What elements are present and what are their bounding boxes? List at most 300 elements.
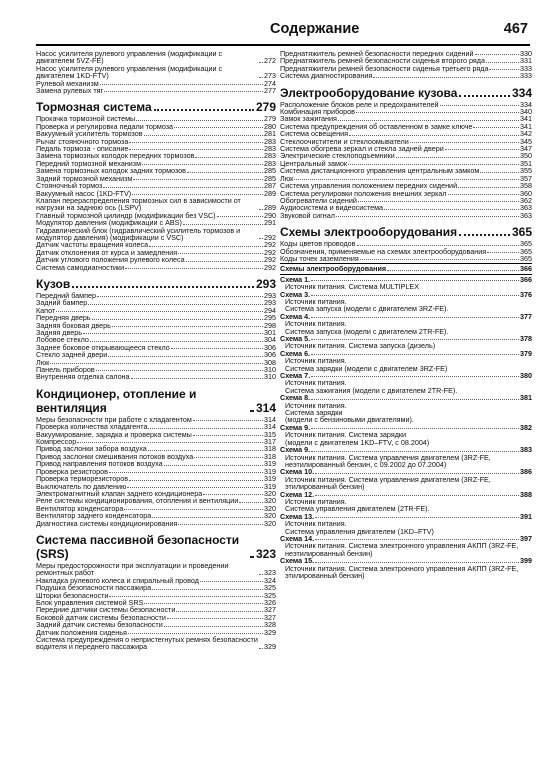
- entry-title: Центральный замок: [280, 158, 348, 168]
- entry-page-number: 314: [255, 400, 276, 415]
- entry-title: Передняя дверь: [36, 313, 91, 323]
- toc-entry[interactable]: [280, 476, 532, 491]
- entry-title: Схема 13.: [280, 511, 315, 521]
- entry-title: Заднее боковое открывающееся стекло: [36, 342, 170, 352]
- toc-entry[interactable]: [280, 305, 532, 312]
- toc-entry[interactable]: [280, 265, 532, 272]
- dot-leader: [167, 618, 263, 619]
- dot-leader: [338, 120, 519, 121]
- entry-page-number: 283: [264, 144, 276, 154]
- entry-page-number: 281: [264, 129, 276, 139]
- toc-section-heading[interactable]: [280, 225, 532, 239]
- toc-entry[interactable]: [280, 328, 532, 335]
- entry-title: Диагностика системы кондиционирования: [36, 518, 178, 528]
- entry-title: Система зарядки (модели с двигателем 3RZ-FE): [285, 363, 448, 373]
- toc-entry[interactable]: [280, 528, 532, 535]
- entry-title: Система освещения: [280, 129, 348, 139]
- entry-title: Схема 9.: [280, 422, 311, 432]
- entry-title: Комбинация приборов: [280, 107, 355, 117]
- dot-leader: [96, 370, 263, 371]
- toc-section-heading[interactable]: [36, 533, 276, 561]
- dot-leader: [311, 428, 519, 429]
- entry-page-number: 399: [520, 556, 532, 566]
- entry-title: Тормозная система: [36, 100, 152, 115]
- entry-page-number: 283: [264, 151, 276, 161]
- dot-leader: [349, 135, 519, 136]
- dot-leader: [239, 502, 263, 503]
- toc-entry[interactable]: [36, 227, 276, 242]
- entry-page-number: 315: [264, 429, 276, 439]
- dot-leader: [311, 317, 519, 318]
- entry-title: Схема 9.: [280, 445, 311, 455]
- entry-title: Схема 3.: [280, 289, 311, 299]
- entry-title: Замок зажигания: [280, 114, 337, 124]
- dot-leader: [489, 69, 519, 70]
- entry-page-number: 314: [264, 414, 276, 424]
- dot-leader: [125, 268, 263, 269]
- entry-title: Обогреватели сидений: [280, 195, 357, 205]
- dot-leader: [311, 376, 519, 377]
- dot-leader: [77, 442, 263, 443]
- entry-page-number: 319: [264, 466, 276, 476]
- dot-leader: [311, 295, 519, 296]
- toc-entry[interactable]: [36, 87, 276, 94]
- dot-leader: [129, 142, 263, 143]
- dot-leader: [487, 252, 519, 253]
- entry-page-number: 391: [520, 511, 532, 521]
- dot-leader: [315, 473, 519, 474]
- dot-leader: [176, 611, 263, 612]
- entry-title: Система предупреждения о непристегнутых ремнях безопасности водителя и переднего пассажира: [36, 635, 258, 652]
- entry-title: Преднатяжитель ремней безопасности сиденья второго ряда: [280, 56, 485, 66]
- toc-entry[interactable]: [280, 565, 532, 580]
- entry-page-number: 379: [520, 348, 532, 358]
- entry-title: Вентилятор конденсатора: [36, 503, 124, 513]
- entry-page-number: 301: [264, 328, 276, 337]
- entry-page-number: 320: [264, 496, 276, 506]
- dot-leader: [129, 149, 263, 150]
- entry-page-number: 283: [264, 158, 276, 168]
- entry-title: Компрессор: [36, 437, 77, 447]
- entry-title: Вакуумный насос (1KD-FTV): [36, 188, 132, 198]
- entry-title: Обозначения, применяемые на схемах электрооборудования: [280, 246, 487, 256]
- toc-section-heading[interactable]: [36, 387, 276, 415]
- entry-title: Система зажигания (модели с двигателем 2TR-FE).: [285, 385, 458, 395]
- entry-page-number: 319: [264, 474, 276, 484]
- toc-entry[interactable]: [280, 72, 532, 79]
- dot-leader: [348, 164, 519, 165]
- dot-leader: [458, 187, 519, 188]
- entry-title: Люк: [36, 357, 50, 367]
- entry-title: Меры предосторожности при эксплуатации и проведении ремонтных работ: [36, 560, 229, 578]
- entry-title: Источник питания.: [285, 496, 347, 506]
- entry-title: Клапан перераспределения тормозных сил в зависимости от нагрузки на заднюю ось (LSPV): [36, 195, 241, 213]
- entry-title: Система диагностирования: [280, 71, 373, 81]
- entry-page-number: 292: [264, 255, 276, 265]
- entry-page-number: 340: [520, 107, 532, 117]
- entry-title: Рычаг стояночного тормоза: [36, 136, 129, 146]
- dot-leader: [193, 435, 263, 436]
- entry-page-number: 341: [520, 114, 532, 124]
- dot-leader: [92, 319, 263, 320]
- toc-entry[interactable]: [280, 342, 532, 349]
- dot-leader: [136, 120, 263, 121]
- entry-title: Схема 14.: [280, 533, 315, 543]
- entry-page-number: 386: [520, 467, 532, 477]
- entry-title: Система дистанционного управления центральным замком: [280, 166, 480, 176]
- entry-title: Подушка безопасности пассажира: [36, 583, 152, 593]
- entry-page-number: 355: [520, 166, 532, 176]
- dot-leader: [250, 556, 254, 558]
- entry-title: Стеклоочистители и стеклоомыватели: [280, 136, 409, 146]
- dot-leader: [164, 626, 263, 627]
- entry-page-number: 273: [264, 71, 276, 81]
- dot-leader: [164, 465, 263, 466]
- entry-title: Выключатель по давлению: [36, 481, 127, 491]
- dot-leader: [357, 245, 520, 246]
- entry-title: Передние датчики системы безопасности: [36, 605, 176, 615]
- dot-leader: [311, 451, 519, 452]
- entry-title: Стояночный тормоз: [36, 181, 103, 191]
- entry-page-number: 323: [255, 546, 276, 561]
- entry-page-number: 381: [520, 393, 532, 403]
- entry-title: Вакуумный усилитель тормозов: [36, 129, 143, 139]
- entry-page-number: 308: [264, 357, 276, 367]
- entry-page-number: 397: [520, 533, 532, 543]
- entry-page-number: 324: [264, 575, 276, 585]
- toc-section-heading[interactable]: [280, 86, 532, 100]
- entry-page-number: 285: [264, 166, 276, 176]
- toc-entry[interactable]: [280, 416, 532, 423]
- entry-title: Коды цветов проводов: [280, 239, 356, 249]
- dot-leader: [144, 603, 263, 604]
- page-header: [36, 20, 530, 46]
- entry-page-number: 328: [264, 620, 276, 630]
- entry-page-number: 287: [264, 181, 276, 191]
- dot-leader: [358, 201, 519, 202]
- entry-title: Рулевой механизм: [36, 78, 99, 88]
- entry-page-number: 293: [264, 290, 276, 300]
- entry-title: Накладка рулевого колеса и спиральный провод: [36, 575, 199, 585]
- dot-leader: [128, 633, 263, 634]
- dot-leader: [124, 509, 263, 510]
- toc-entry[interactable]: [36, 65, 276, 80]
- entry-title: Схемы электрооборудования: [280, 264, 387, 274]
- dot-leader: [250, 410, 254, 412]
- entry-title: Схема 5.: [280, 334, 311, 343]
- dot-leader: [200, 581, 263, 582]
- dot-leader: [112, 326, 263, 327]
- entry-page-number: 318: [264, 444, 276, 454]
- entry-page-number: 333: [520, 63, 532, 73]
- page-title: Содержание: [270, 21, 360, 37]
- dot-leader: [104, 91, 263, 92]
- dot-leader: [186, 261, 263, 262]
- entry-title: Система обогрева зеркал и стекла задней двери: [280, 144, 444, 154]
- dot-leader: [131, 378, 263, 379]
- dot-leader: [178, 253, 263, 254]
- entry-title: Источник питания.: [285, 296, 347, 306]
- entry-page-number: 310: [264, 372, 276, 382]
- toc-entry[interactable]: [280, 439, 532, 446]
- entry-title: Насос усилителя рулевого управления (модификации с двигателем 1KD-FTV): [36, 63, 223, 81]
- dot-leader: [410, 142, 519, 143]
- dot-leader: [72, 286, 254, 288]
- entry-page-number: 283: [264, 136, 276, 146]
- entry-page-number: 319: [264, 481, 276, 491]
- dot-leader: [103, 187, 263, 188]
- entry-title: Замена рулевых тяг: [36, 86, 104, 96]
- entry-title: Модулятор давления (модификации с ABS): [36, 218, 182, 228]
- toc-entry[interactable]: [36, 50, 276, 65]
- dot-leader: [100, 84, 263, 85]
- dot-leader: [108, 356, 263, 357]
- toc-entry[interactable]: [36, 197, 276, 212]
- entry-page-number: 292: [264, 240, 276, 250]
- entry-title: Источник питания. Система управления двигателем (3RZ-FE, неэтилированный бензин, с 09.2002 до 07.2004): [285, 452, 491, 469]
- entry-page-number: 378: [520, 334, 532, 343]
- entry-title: Задняя боковая дверь: [36, 320, 111, 330]
- entry-page-number: 274: [264, 78, 276, 88]
- entry-title: Источник питания.: [285, 378, 347, 388]
- toc-entry[interactable]: [36, 520, 276, 527]
- dot-leader: [97, 296, 263, 297]
- dot-leader: [396, 157, 519, 158]
- entry-page-number: 327: [264, 605, 276, 615]
- entry-page-number: 325: [264, 583, 276, 593]
- entry-title: Боковой датчик системы безопасности: [36, 612, 166, 622]
- dot-leader: [459, 234, 510, 236]
- dot-leader: [315, 562, 519, 563]
- dot-leader: [127, 487, 263, 488]
- entry-title: Система запуска (модели с двигателем 3RZ-FE).: [285, 304, 449, 314]
- entry-title: Схема 7.: [280, 371, 311, 381]
- entry-page-number: 345: [520, 136, 532, 146]
- dot-leader: [148, 428, 263, 429]
- entry-page-number: 320: [264, 503, 276, 513]
- entry-page-number: 279: [264, 114, 276, 124]
- entry-page-number: 376: [520, 289, 532, 299]
- entry-title: Источник питания.: [285, 519, 347, 529]
- entry-page-number: 388: [520, 489, 532, 499]
- dot-leader: [459, 95, 510, 97]
- entry-title: Преднатяжители ремней безопасности сиденья третьего ряда: [280, 63, 489, 73]
- entry-title: Капот: [36, 305, 56, 315]
- dot-leader: [486, 62, 519, 63]
- dot-leader: [311, 339, 519, 340]
- entry-page-number: 292: [264, 262, 276, 272]
- entry-title: Схема 8.: [280, 393, 311, 403]
- entry-page-number: 360: [520, 188, 532, 198]
- dot-leader: [56, 311, 263, 312]
- toc-right-column: [280, 50, 532, 579]
- dot-leader: [259, 238, 263, 239]
- toc-entry[interactable]: [280, 387, 532, 394]
- entry-page-number: 318: [264, 451, 276, 461]
- entry-title: Система запуска (модели с двигателем 2TR-FE).: [285, 326, 449, 336]
- entry-page-number: 350: [520, 151, 532, 161]
- entry-page-number: 358: [520, 181, 532, 191]
- entry-page-number: 280: [264, 121, 276, 131]
- entry-title: Схема 15.: [280, 556, 315, 566]
- entry-title: Педаль тормоза - описание: [36, 144, 129, 154]
- dot-leader: [109, 596, 263, 597]
- dot-leader: [83, 333, 263, 334]
- dot-leader: [178, 524, 263, 525]
- toc-entry[interactable]: [36, 264, 276, 271]
- entry-title: Система регулировки положения внешних зеркал: [280, 188, 447, 198]
- entry-page-number: 293: [255, 276, 276, 291]
- toc-entry[interactable]: [280, 167, 532, 174]
- dot-leader: [384, 209, 519, 210]
- entry-title: Задний датчик системы безопасности: [36, 620, 163, 630]
- entry-title: Звуковой сигнал: [280, 210, 335, 220]
- entry-title: Лобовое стекло: [36, 335, 89, 345]
- entry-page-number: 325: [264, 590, 276, 600]
- toc-entry[interactable]: [280, 212, 532, 219]
- dot-leader: [356, 112, 519, 113]
- dot-leader: [50, 363, 263, 364]
- entry-title: Датчик положения сиденья: [36, 627, 127, 637]
- entry-title: Привод направления потоков воздуха: [36, 459, 163, 469]
- entry-title: Система пассивной безопасности (SRS): [36, 532, 240, 561]
- dot-leader: [336, 216, 519, 217]
- toc-section-heading[interactable]: [36, 277, 276, 291]
- entry-page-number: 330: [520, 49, 532, 58]
- toc-entry[interactable]: [280, 454, 532, 469]
- entry-title: Электрические стеклоподъемники: [280, 151, 395, 161]
- entry-page-number: 334: [511, 85, 532, 100]
- entry-title: Источник питания. Система электронного управления АКПП (3RZ-FE, неэтилированный бензин): [285, 541, 519, 558]
- entry-page-number: 341: [520, 121, 532, 131]
- dot-leader: [259, 648, 263, 649]
- dot-leader: [311, 399, 519, 400]
- entry-page-number: 310: [264, 365, 276, 375]
- dot-leader: [203, 494, 263, 495]
- entry-page-number: 294: [264, 305, 276, 315]
- dot-leader: [187, 172, 263, 173]
- entry-page-number: 319: [264, 459, 276, 469]
- entry-title: Главный тормозной цилиндр (модификации без VSC): [36, 210, 216, 220]
- entry-title: Панель приборов: [36, 365, 95, 375]
- dot-leader: [194, 457, 263, 458]
- entry-title: Источник питания.: [285, 356, 347, 366]
- entry-title: Схема 6.: [280, 348, 311, 358]
- toc-entry[interactable]: [280, 365, 532, 372]
- entry-title: Источник питания.: [285, 319, 347, 329]
- entry-title: Реле системы кондиционирования, отопления и вентиляции: [36, 496, 239, 506]
- entry-page-number: 289: [264, 203, 276, 213]
- entry-title: Схемы электрооборудования: [280, 225, 458, 240]
- entry-page-number: 327: [264, 612, 276, 622]
- page-number: 467: [503, 21, 528, 37]
- dot-leader: [259, 574, 263, 575]
- entry-page-number: 357: [520, 173, 532, 183]
- dot-leader: [195, 157, 263, 158]
- entry-page-number: 292: [264, 232, 276, 242]
- entry-page-number: 334: [520, 99, 532, 109]
- entry-page-number: 306: [264, 350, 276, 360]
- dot-leader: [440, 105, 520, 106]
- entry-title: Электромагнитный клапан заднего кондиционера: [36, 488, 203, 498]
- toc-entry[interactable]: [36, 636, 276, 651]
- entry-title: Источник питания. Система MULTIPLEX: [285, 282, 420, 292]
- entry-page-number: 298: [264, 320, 276, 330]
- entry-title: Проверка и регулировка педали тормоза: [36, 121, 174, 131]
- toc-section-heading[interactable]: [36, 100, 276, 114]
- entry-title: Проверка количества хладагента: [36, 422, 148, 432]
- toc-entry[interactable]: [280, 542, 532, 557]
- entry-page-number: 314: [264, 422, 276, 432]
- toc-entry[interactable]: [280, 505, 532, 512]
- dot-leader: [311, 280, 519, 281]
- toc-entry[interactable]: [36, 351, 276, 358]
- entry-page-number: 331: [520, 56, 532, 66]
- dot-leader: [152, 517, 263, 518]
- entry-page-number: 291: [264, 218, 276, 228]
- entry-title: Люк: [280, 173, 294, 183]
- entry-title: Датчик углового положения рулевого колеса: [36, 255, 185, 265]
- entry-page-number: 382: [520, 422, 532, 432]
- entry-title: Блок управления системой SRS: [36, 597, 144, 607]
- entry-page-number: 365: [520, 253, 532, 263]
- dot-leader: [473, 127, 519, 128]
- entry-title: Коды точек заземления: [280, 253, 359, 263]
- entry-title: Источник питания. Система управления двигателем (3RZ-FE, этилированный бензин): [285, 474, 491, 492]
- entry-title: Датчик частоты вращения колеса: [36, 240, 149, 250]
- entry-title: Схема 10.: [280, 467, 315, 477]
- entry-title: Вентилятор заднего конденсатора: [36, 511, 152, 521]
- entry-title: Насос усилителя рулевого управления (модификации с двигателем 5VZ-FE): [36, 49, 223, 66]
- entry-page-number: 320: [264, 511, 276, 521]
- entry-title: Проверка терморезисторов: [36, 474, 129, 484]
- toc-entry[interactable]: [280, 255, 532, 262]
- dot-leader: [132, 194, 263, 195]
- entry-page-number: 351: [520, 158, 532, 168]
- entry-page-number: 363: [520, 203, 532, 213]
- entry-title: Передний бампер: [36, 290, 96, 300]
- entry-page-number: 365: [520, 246, 532, 256]
- entry-title: Привод заслонки смешивания потоков воздуха: [36, 451, 194, 461]
- entry-title: Система самодиагностики: [36, 262, 125, 272]
- entry-page-number: 329: [264, 642, 276, 652]
- entry-page-number: 272: [264, 56, 276, 66]
- toc-entry[interactable]: [280, 283, 532, 290]
- toc-entry[interactable]: [36, 562, 276, 577]
- dot-leader: [193, 420, 263, 421]
- entry-page-number: 383: [520, 445, 532, 455]
- toc-entry[interactable]: [36, 373, 276, 380]
- dot-leader: [315, 495, 519, 496]
- entry-title: Задний тормозной механизм: [36, 173, 133, 183]
- entry-title: (модели с бензиновыми двигателями).: [285, 415, 414, 425]
- entry-title: Прокачка тормозной системы: [36, 114, 136, 124]
- dot-leader: [259, 62, 263, 63]
- entry-title: Задний бампер: [36, 298, 88, 308]
- dot-leader: [152, 589, 263, 590]
- entry-title: Система управления двигателем (1KD–FTV): [285, 526, 434, 536]
- entry-page-number: 320: [264, 518, 276, 528]
- entry-title: Система управления двигателем (2TR-FE).: [285, 504, 430, 514]
- toc-entry[interactable]: [36, 299, 276, 306]
- entry-title: Датчик отклонения от курса и замедления: [36, 247, 178, 257]
- entry-title: Электрооборудование кузова: [280, 85, 458, 100]
- entry-page-number: 285: [264, 173, 276, 183]
- entry-page-number: 279: [255, 100, 276, 115]
- entry-title: Передний тормозной механизм: [36, 158, 142, 168]
- entry-title: (модели с двигателем 1KD–FTV, с 08.2004): [285, 437, 430, 447]
- entry-page-number: 366: [520, 274, 532, 284]
